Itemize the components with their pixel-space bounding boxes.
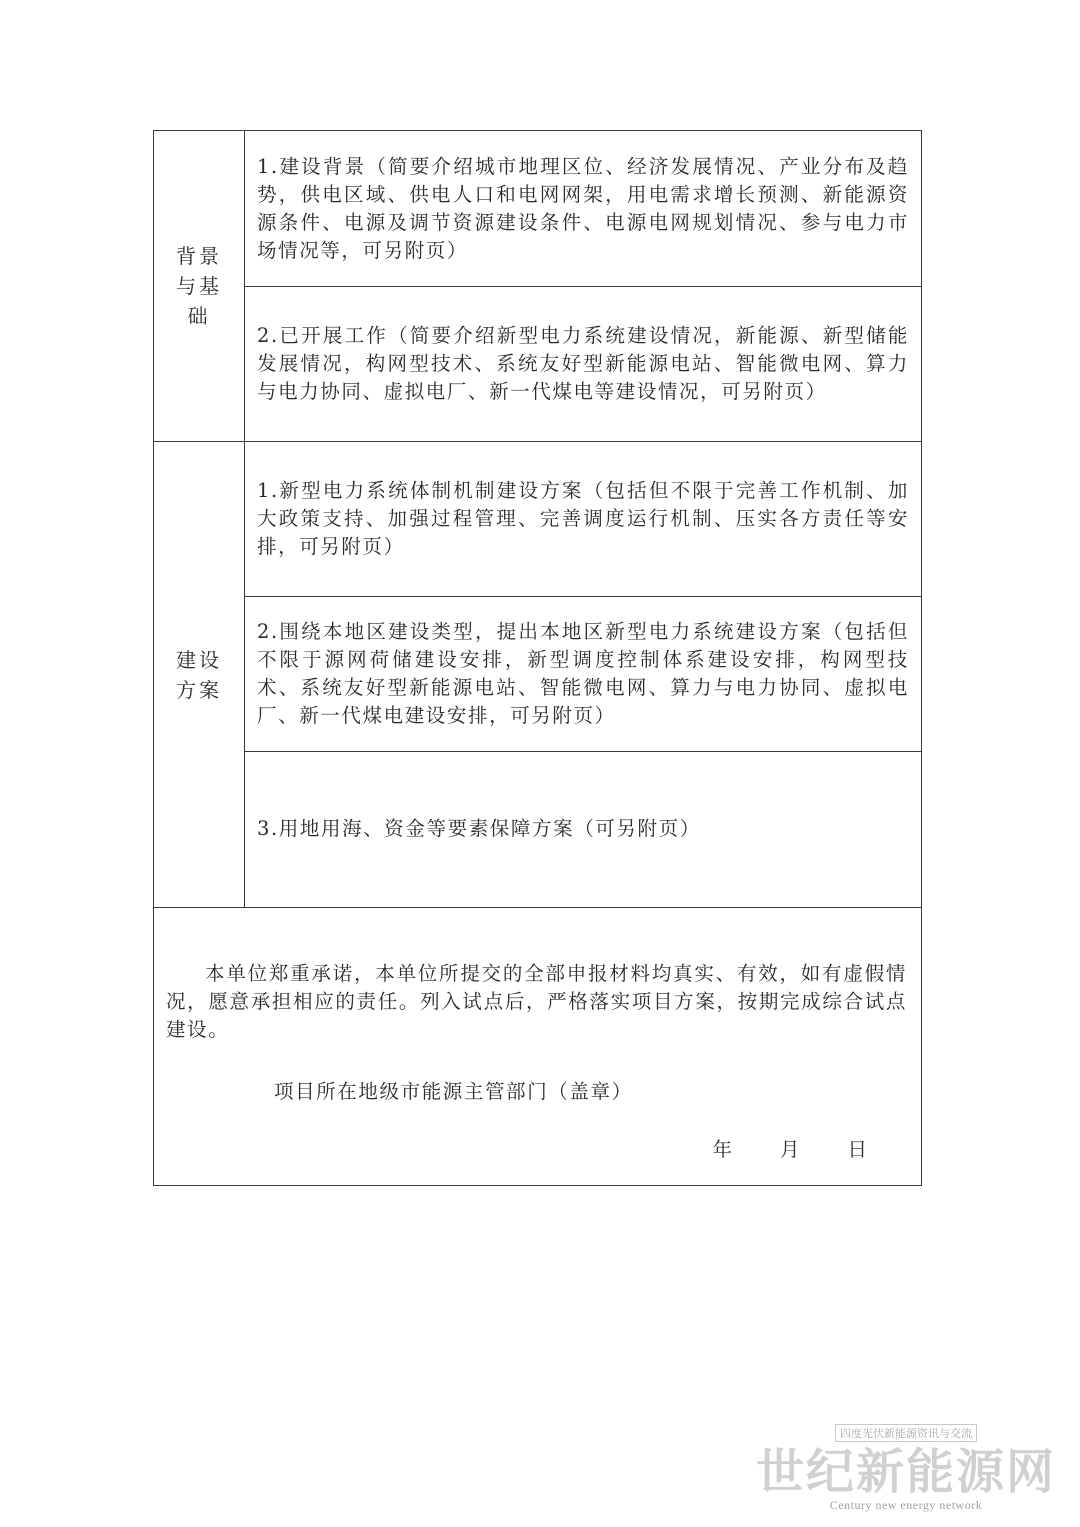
plan-item-1-cell [245,442,921,597]
section-label-cell [154,442,245,907]
watermark-tagline: 四度光伏新能源资讯与交流 [835,1424,977,1442]
date-day: 日 [847,1138,867,1161]
application-form-table [153,130,922,1186]
date-month: 月 [779,1138,800,1161]
section-background [154,131,921,442]
watermark-logo-text: 世纪新能源网 [755,1444,1056,1500]
section-label-cell [154,131,245,441]
signature-line: 项目所在地级市能源主管部门（盖章） [274,1080,633,1103]
date-line [712,1134,867,1162]
section-plan [154,442,921,908]
plan-item-3: 3.用地用海、资金等要素保障方案（可另附页） [257,817,701,840]
commitment-statement: 本单位郑重承诺，本单位所提交的全部申报材料均真实、有效，如有虚假情况，愿意承担相应的责任。列入试点后，严格落实项目方案，按期完成综合试点建设。 [166,962,907,1041]
section-commitment [154,908,921,1185]
plan-item-2-cell [245,597,921,752]
date-year: 年 [712,1138,732,1161]
plan-item-3-cell [245,752,921,906]
watermark-english: Century new energy network [829,1498,983,1512]
section-label-plan: 建设方案 [176,647,222,702]
background-item-2-cell [245,287,921,440]
watermark [756,1422,1056,1513]
plan-item-1: 1.新型电力系统体制机制建设方案（包括但不限于完善工作机制、加大政策支持、加强过程管理、完善调度运行机制、压实各方责任等安排，可另附页） [257,479,909,558]
plan-item-2: 2.围绕本地区建设类型，提出本地区新型电力系统建设方案（包括但不限于源网荷储建设安排，新型调度控制体系建设安排，构网型技术、系统友好型新能源电站、智能微电网、算力与电力协同、虚拟电厂、新一代煤电建设安排，可另附页） [257,620,909,727]
background-item-1: 1.建设背景（简要介绍城市地理区位、经济发展情况、产业分布及趋势，供电区域、供电人口和电网网架，用电需求增长预测、新能源资源条件、电源及调节资源建设条件、电源电网规划情况、参与电力市场情况等，可另附页） [257,154,909,262]
background-item-2: 2.已开展工作（简要介绍新型电力系统建设情况，新能源、新型储能发展情况，构网型技术、系统友好型新能源电站、智能微电网、算力与电力协同、虚拟电厂、新一代煤电等建设情况，可另附页） [257,323,909,403]
section-label-background: 背景与基础 [176,244,222,328]
background-item-1-cell [245,131,921,287]
